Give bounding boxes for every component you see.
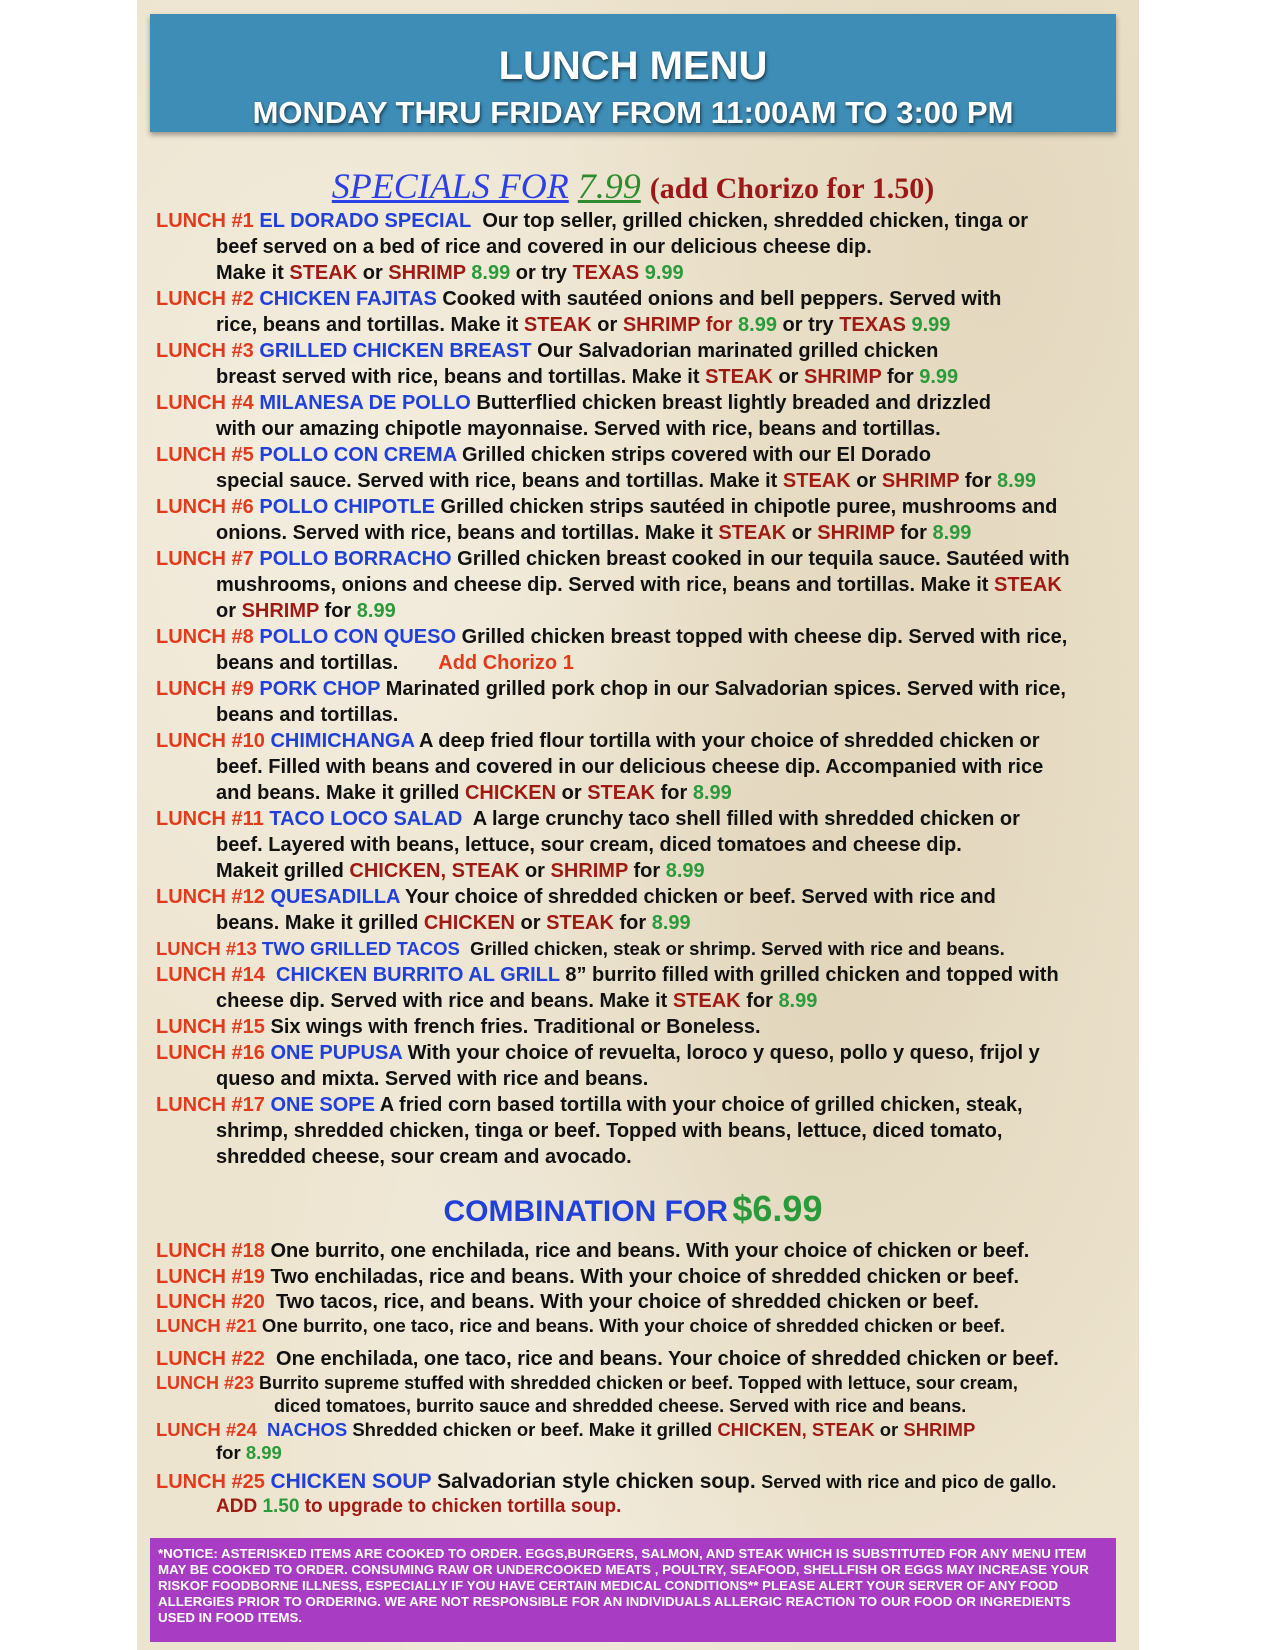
item-name: CHICKEN SOUP xyxy=(270,1470,432,1493)
item-text: or xyxy=(856,470,877,492)
menu-item xyxy=(156,546,1116,624)
item-name: QUESADILLA xyxy=(270,886,400,908)
item-text: for xyxy=(633,860,661,882)
item-description: beans and tortillas. xyxy=(216,652,399,674)
specials-price: 7.99 xyxy=(577,166,641,206)
item-name: MILANESA DE POLLO xyxy=(259,392,471,414)
item-upgrade: STEAK xyxy=(587,782,656,804)
menu-item xyxy=(156,208,1116,286)
item-description: Grilled chicken strips covered with our El Dorado xyxy=(461,444,931,466)
item-upgrade: STEAK xyxy=(782,470,851,492)
item-number: LUNCH #24 xyxy=(156,1419,257,1440)
item-number: LUNCH #2 xyxy=(156,288,254,310)
menu-item xyxy=(156,728,1116,806)
menu-title: LUNCH MENU xyxy=(498,44,768,88)
item-name: POLLO CHIPOTLE xyxy=(259,496,435,518)
item-description: Grilled chicken, steak or shrimp. Served with rice and beans. xyxy=(470,938,1005,959)
combination-list xyxy=(156,1238,1116,1518)
item-description: Salvadorian style chicken soup. xyxy=(437,1470,756,1493)
item-description: A fried corn based tortilla with your choice of grilled chicken, steak, xyxy=(379,1094,1023,1116)
item-description: queso and mixta. Served with rice and beans. xyxy=(216,1068,649,1090)
item-text: for xyxy=(324,600,352,622)
item-name: POLLO CON CREMA xyxy=(259,444,457,466)
item-text: or xyxy=(791,522,812,544)
item-number: LUNCH #9 xyxy=(156,678,254,700)
menu-header-banner xyxy=(150,14,1116,132)
item-description: to upgrade to chicken tortilla soup. xyxy=(304,1496,622,1517)
item-price: 8.99 xyxy=(471,262,511,284)
item-name: CHICKEN FAJITAS xyxy=(259,288,437,310)
item-name: GRILLED CHICKEN BREAST xyxy=(259,340,532,362)
item-description: Two enchiladas, rice and beans. With your choice of shredded chicken or beef. xyxy=(270,1266,1019,1288)
item-number: LUNCH #8 xyxy=(156,626,254,648)
item-text: for xyxy=(746,990,773,1012)
item-text: for xyxy=(619,912,647,934)
item-text: or xyxy=(778,366,799,388)
item-upgrade: TEXAS xyxy=(572,262,640,284)
item-description: Grilled chicken breast cooked in our tequila sauce. Sautéed with xyxy=(457,548,1070,570)
item-name: NACHOS xyxy=(267,1419,348,1440)
item-description: Make it xyxy=(216,262,284,284)
item-price: 8.99 xyxy=(651,912,691,934)
item-price: 8.99 xyxy=(997,470,1036,492)
item-number: LUNCH #22 xyxy=(156,1348,265,1370)
item-name: CHIMICHANGA xyxy=(270,730,415,752)
item-price: 8.99 xyxy=(738,314,777,336)
item-description: Six wings with french fries. Traditional or Boneless. xyxy=(270,1016,761,1038)
item-description: shredded cheese, sour cream and avocado. xyxy=(216,1146,632,1168)
menu-item xyxy=(156,442,1116,494)
item-upgrade: SHRIMP xyxy=(881,470,960,492)
item-upgrade: STEAK xyxy=(705,366,773,388)
item-price: 9.99 xyxy=(911,314,951,336)
item-description: One burrito, one taco, rice and beans. With your choice of shredded chicken or beef. xyxy=(261,1315,1005,1336)
item-description: Grilled chicken strips sautéed in chipotle puree, mushrooms and xyxy=(440,496,1058,518)
item-upgrade: SHRIMP xyxy=(804,366,882,388)
item-description: With your choice of revuelta, loroco y queso, pollo y queso, frijol y xyxy=(407,1042,1040,1064)
menu-item xyxy=(156,806,1116,884)
item-add-label: ADD xyxy=(216,1496,258,1517)
item-text: for xyxy=(660,782,688,804)
item-upgrade: SHRIMP xyxy=(550,860,628,882)
item-text: or xyxy=(524,860,545,882)
item-number: LUNCH #19 xyxy=(156,1266,265,1288)
item-text: or try xyxy=(782,314,834,336)
item-upgrade: TEXAS xyxy=(839,314,906,336)
specials-list xyxy=(156,208,1116,1170)
item-description: Our Salvadorian marinated grilled chicken xyxy=(537,340,939,362)
item-name: POLLO BORRACHO xyxy=(259,548,452,570)
item-upgrade: SHRIMP xyxy=(903,1419,976,1440)
item-upgrade: STEAK xyxy=(523,314,592,336)
item-upgrade: SHRIMP xyxy=(388,262,466,284)
item-name: TWO GRILLED TACOS xyxy=(261,938,460,959)
item-name: TACO LOCO SALAD xyxy=(269,808,463,830)
item-add-chorizo: Add Chorizo 1 xyxy=(438,652,574,674)
item-number: LUNCH #3 xyxy=(156,340,254,362)
item-name: POLLO CON QUESO xyxy=(259,626,457,648)
item-upgrade: SHRIMP for xyxy=(622,314,733,336)
item-number: LUNCH #23 xyxy=(156,1373,255,1393)
item-price: 8.99 xyxy=(932,522,972,544)
item-price: 8.99 xyxy=(356,600,396,622)
specials-chorizo-note: (add Chorizo for 1.50) xyxy=(649,172,935,205)
item-number: LUNCH #21 xyxy=(156,1315,257,1336)
item-description: 8” burrito filled with grilled chicken and topped with xyxy=(565,964,1059,986)
menu-item xyxy=(156,338,1116,390)
allergy-notice: *NOTICE: ASTERISKED ITEMS ARE COOKED TO ORDER. EGGS,BURGERS, SALMON, AND STEAK WHICH IS SUBSTITUTED FOR ANY MENU ITEM MAY BE COOKED TO ORDER. CONSUMING RAW OR UNDERCOOKED MEATS , POULTRY, SEAFOOD, SHELLFISH OR EGGS MAY INCREASE YOUR RISKOF FOODBORNE ILLNESS, ESPECIALLY IF YOU HAVE CERTAIN MEDICAL CONDITIONS** PLEASE ALERT YOUR SERVER OF ANY FOOD ALLERGIES PRIOR TO ORDERING. WE ARE NOT RESPONSIBLE FOR AN INDIVIDUALS ALLERGIC REACTION TO OUR FOOD OR INGREDIENTS USED IN FOOD ITEMS. xyxy=(150,1538,1116,1642)
item-description: Burrito supreme stuffed with shredded chicken or beef. Topped with lettuce, sour cream, xyxy=(259,1373,1018,1393)
item-number: LUNCH #1 xyxy=(156,210,254,232)
combination-label: COMBINATION FOR xyxy=(443,1195,728,1228)
item-number: LUNCH #13 xyxy=(156,938,257,959)
item-price: 8.99 xyxy=(665,860,705,882)
item-description: beef. Filled with beans and covered in our delicious cheese dip. Accompanied with rice xyxy=(216,756,1044,778)
item-name: PORK CHOP xyxy=(259,678,381,700)
menu-hours: MONDAY THRU FRIDAY FROM 11:00AM TO 3:00 PM xyxy=(252,95,1014,130)
combination-heading xyxy=(150,1188,1116,1230)
item-upgrade: STEAK xyxy=(289,262,358,284)
item-description: Marinated grilled pork chop in our Salvadorian spices. Served with rice, xyxy=(385,678,1066,700)
menu-item xyxy=(156,624,1116,676)
item-text: or xyxy=(520,912,541,934)
item-upgrade: SHRIMP xyxy=(817,522,895,544)
menu-item xyxy=(156,936,1116,962)
item-upgrade: CHICKEN xyxy=(464,782,557,804)
item-upgrade: STEAK xyxy=(993,574,1062,596)
item-number: LUNCH #14 xyxy=(156,964,265,986)
item-description: A large crunchy taco shell filled with shredded chicken or xyxy=(472,808,1020,830)
item-description: onions. Served with rice, beans and tortillas. Make it xyxy=(216,522,713,544)
menu-item xyxy=(156,286,1116,338)
menu-item xyxy=(156,1092,1116,1170)
item-text: or xyxy=(879,1419,899,1440)
menu-item xyxy=(156,494,1116,546)
item-number: LUNCH #16 xyxy=(156,1042,265,1064)
menu-item xyxy=(156,676,1116,728)
item-number: LUNCH #4 xyxy=(156,392,254,414)
menu-item xyxy=(156,1238,1116,1264)
menu-item xyxy=(156,390,1116,442)
item-number: LUNCH #11 xyxy=(156,808,264,830)
item-number: LUNCH #15 xyxy=(156,1016,265,1038)
item-description: cheese dip. Served with rice and beans. Make it xyxy=(216,990,668,1012)
item-number: LUNCH #5 xyxy=(156,444,254,466)
item-description: shrimp, shredded chicken, tinga or beef. Topped with beans, lettuce, diced tomato, xyxy=(216,1120,1003,1142)
menu-item xyxy=(156,1040,1116,1092)
item-number: LUNCH #25 xyxy=(156,1471,265,1493)
specials-heading xyxy=(150,164,1116,211)
item-description: beans and tortillas. xyxy=(216,704,399,726)
item-description: Two tacos, rice, and beans. With your choice of shredded chicken or beef. xyxy=(276,1291,979,1313)
item-price: 8.99 xyxy=(692,782,732,804)
item-description: Served with rice and pico de gallo. xyxy=(761,1472,1057,1492)
item-name: ONE PUPUSA xyxy=(270,1042,402,1064)
item-number: LUNCH #10 xyxy=(156,730,265,752)
item-description: special sauce. Served with rice, beans and tortillas. Make it xyxy=(216,470,778,492)
item-description: Butterflied chicken breast lightly breaded and drizzled xyxy=(476,392,991,414)
item-description: and beans. Make it grilled xyxy=(216,782,460,804)
item-text: for xyxy=(900,522,927,544)
menu-item xyxy=(156,1314,1116,1338)
item-text: or xyxy=(216,600,236,622)
item-description: Shredded chicken or beef. Make it grilled xyxy=(352,1419,713,1440)
menu-item xyxy=(156,1264,1116,1290)
item-description: diced tomatoes, burrito sauce and shredded cheese. Served with rice and beans. xyxy=(274,1396,967,1416)
item-price: 1.50 xyxy=(262,1496,300,1517)
specials-label: SPECIALS FOR xyxy=(331,166,569,206)
item-description: beef. Layered with beans, lettuce, sour cream, diced tomatoes and cheese dip. xyxy=(216,834,962,856)
item-name: CHICKEN BURRITO AL GRILL xyxy=(276,964,560,986)
item-price: 9.99 xyxy=(644,262,684,284)
item-description: mushrooms, onions and cheese dip. Served with rice, beans and tortillas. Make it xyxy=(216,574,989,596)
item-text: for xyxy=(964,470,992,492)
item-number: LUNCH #12 xyxy=(156,886,265,908)
menu-item xyxy=(156,1346,1116,1372)
item-text: or xyxy=(597,314,618,336)
item-description: One enchilada, one taco, rice and beans. Your choice of shredded chicken or beef. xyxy=(276,1348,1059,1370)
menu-item xyxy=(156,1418,1116,1464)
combination-price: $6.99 xyxy=(732,1188,823,1229)
item-number: LUNCH #7 xyxy=(156,548,254,570)
item-upgrade: CHICKEN, STEAK xyxy=(349,860,520,882)
item-description: Our top seller, grilled chicken, shredded chicken, tinga or xyxy=(482,210,1029,232)
item-upgrade: STEAK xyxy=(546,912,614,934)
item-upgrade: SHRIMP xyxy=(241,600,319,622)
item-description: beans. Make it grilled xyxy=(216,912,419,934)
item-upgrade: STEAK xyxy=(672,990,741,1012)
menu-item xyxy=(156,1290,1116,1314)
item-text: for xyxy=(886,366,914,388)
item-number: LUNCH #17 xyxy=(156,1094,265,1116)
item-description: One burrito, one enchilada, rice and beans. With your choice of chicken or beef. xyxy=(270,1240,1030,1262)
item-name: EL DORADO SPECIAL xyxy=(259,210,472,232)
item-description: with our amazing chipotle mayonnaise. Served with rice, beans and tortillas. xyxy=(216,418,941,440)
item-description: breast served with rice, beans and tortillas. Make it xyxy=(216,366,700,388)
item-description: Your choice of shredded chicken or beef. Served with rice and xyxy=(404,886,996,908)
item-number: LUNCH #20 xyxy=(156,1291,265,1313)
item-description: Makeit grilled xyxy=(216,860,344,882)
item-description: beef served on a bed of rice and covered in our delicious cheese dip. xyxy=(216,236,872,258)
menu-item xyxy=(156,962,1116,1014)
item-text: for xyxy=(216,1442,241,1463)
item-number: LUNCH #6 xyxy=(156,496,254,518)
menu-item xyxy=(156,884,1116,936)
item-text: or try xyxy=(515,262,567,284)
item-text: or xyxy=(362,262,383,284)
item-upgrade: CHICKEN xyxy=(423,912,515,934)
item-description: A deep fried flour tortilla with your choice of shredded chicken or xyxy=(419,730,1040,752)
item-number: LUNCH #18 xyxy=(156,1240,265,1262)
item-name: ONE SOPE xyxy=(270,1094,375,1116)
item-price: 8.99 xyxy=(245,1442,282,1463)
menu-item xyxy=(156,1468,1116,1518)
item-upgrade: STEAK xyxy=(718,522,787,544)
item-description: Cooked with sautéed onions and bell peppers. Served with xyxy=(442,288,1002,310)
item-description: rice, beans and tortillas. Make it xyxy=(216,314,519,336)
menu-item xyxy=(156,1014,1116,1040)
item-description: Grilled chicken breast topped with cheese dip. Served with rice, xyxy=(461,626,1068,648)
item-price: 9.99 xyxy=(919,366,959,388)
item-price: 8.99 xyxy=(778,990,818,1012)
item-text: or xyxy=(561,782,582,804)
item-upgrade: CHICKEN, STEAK xyxy=(717,1419,875,1440)
menu-item xyxy=(156,1372,1116,1418)
